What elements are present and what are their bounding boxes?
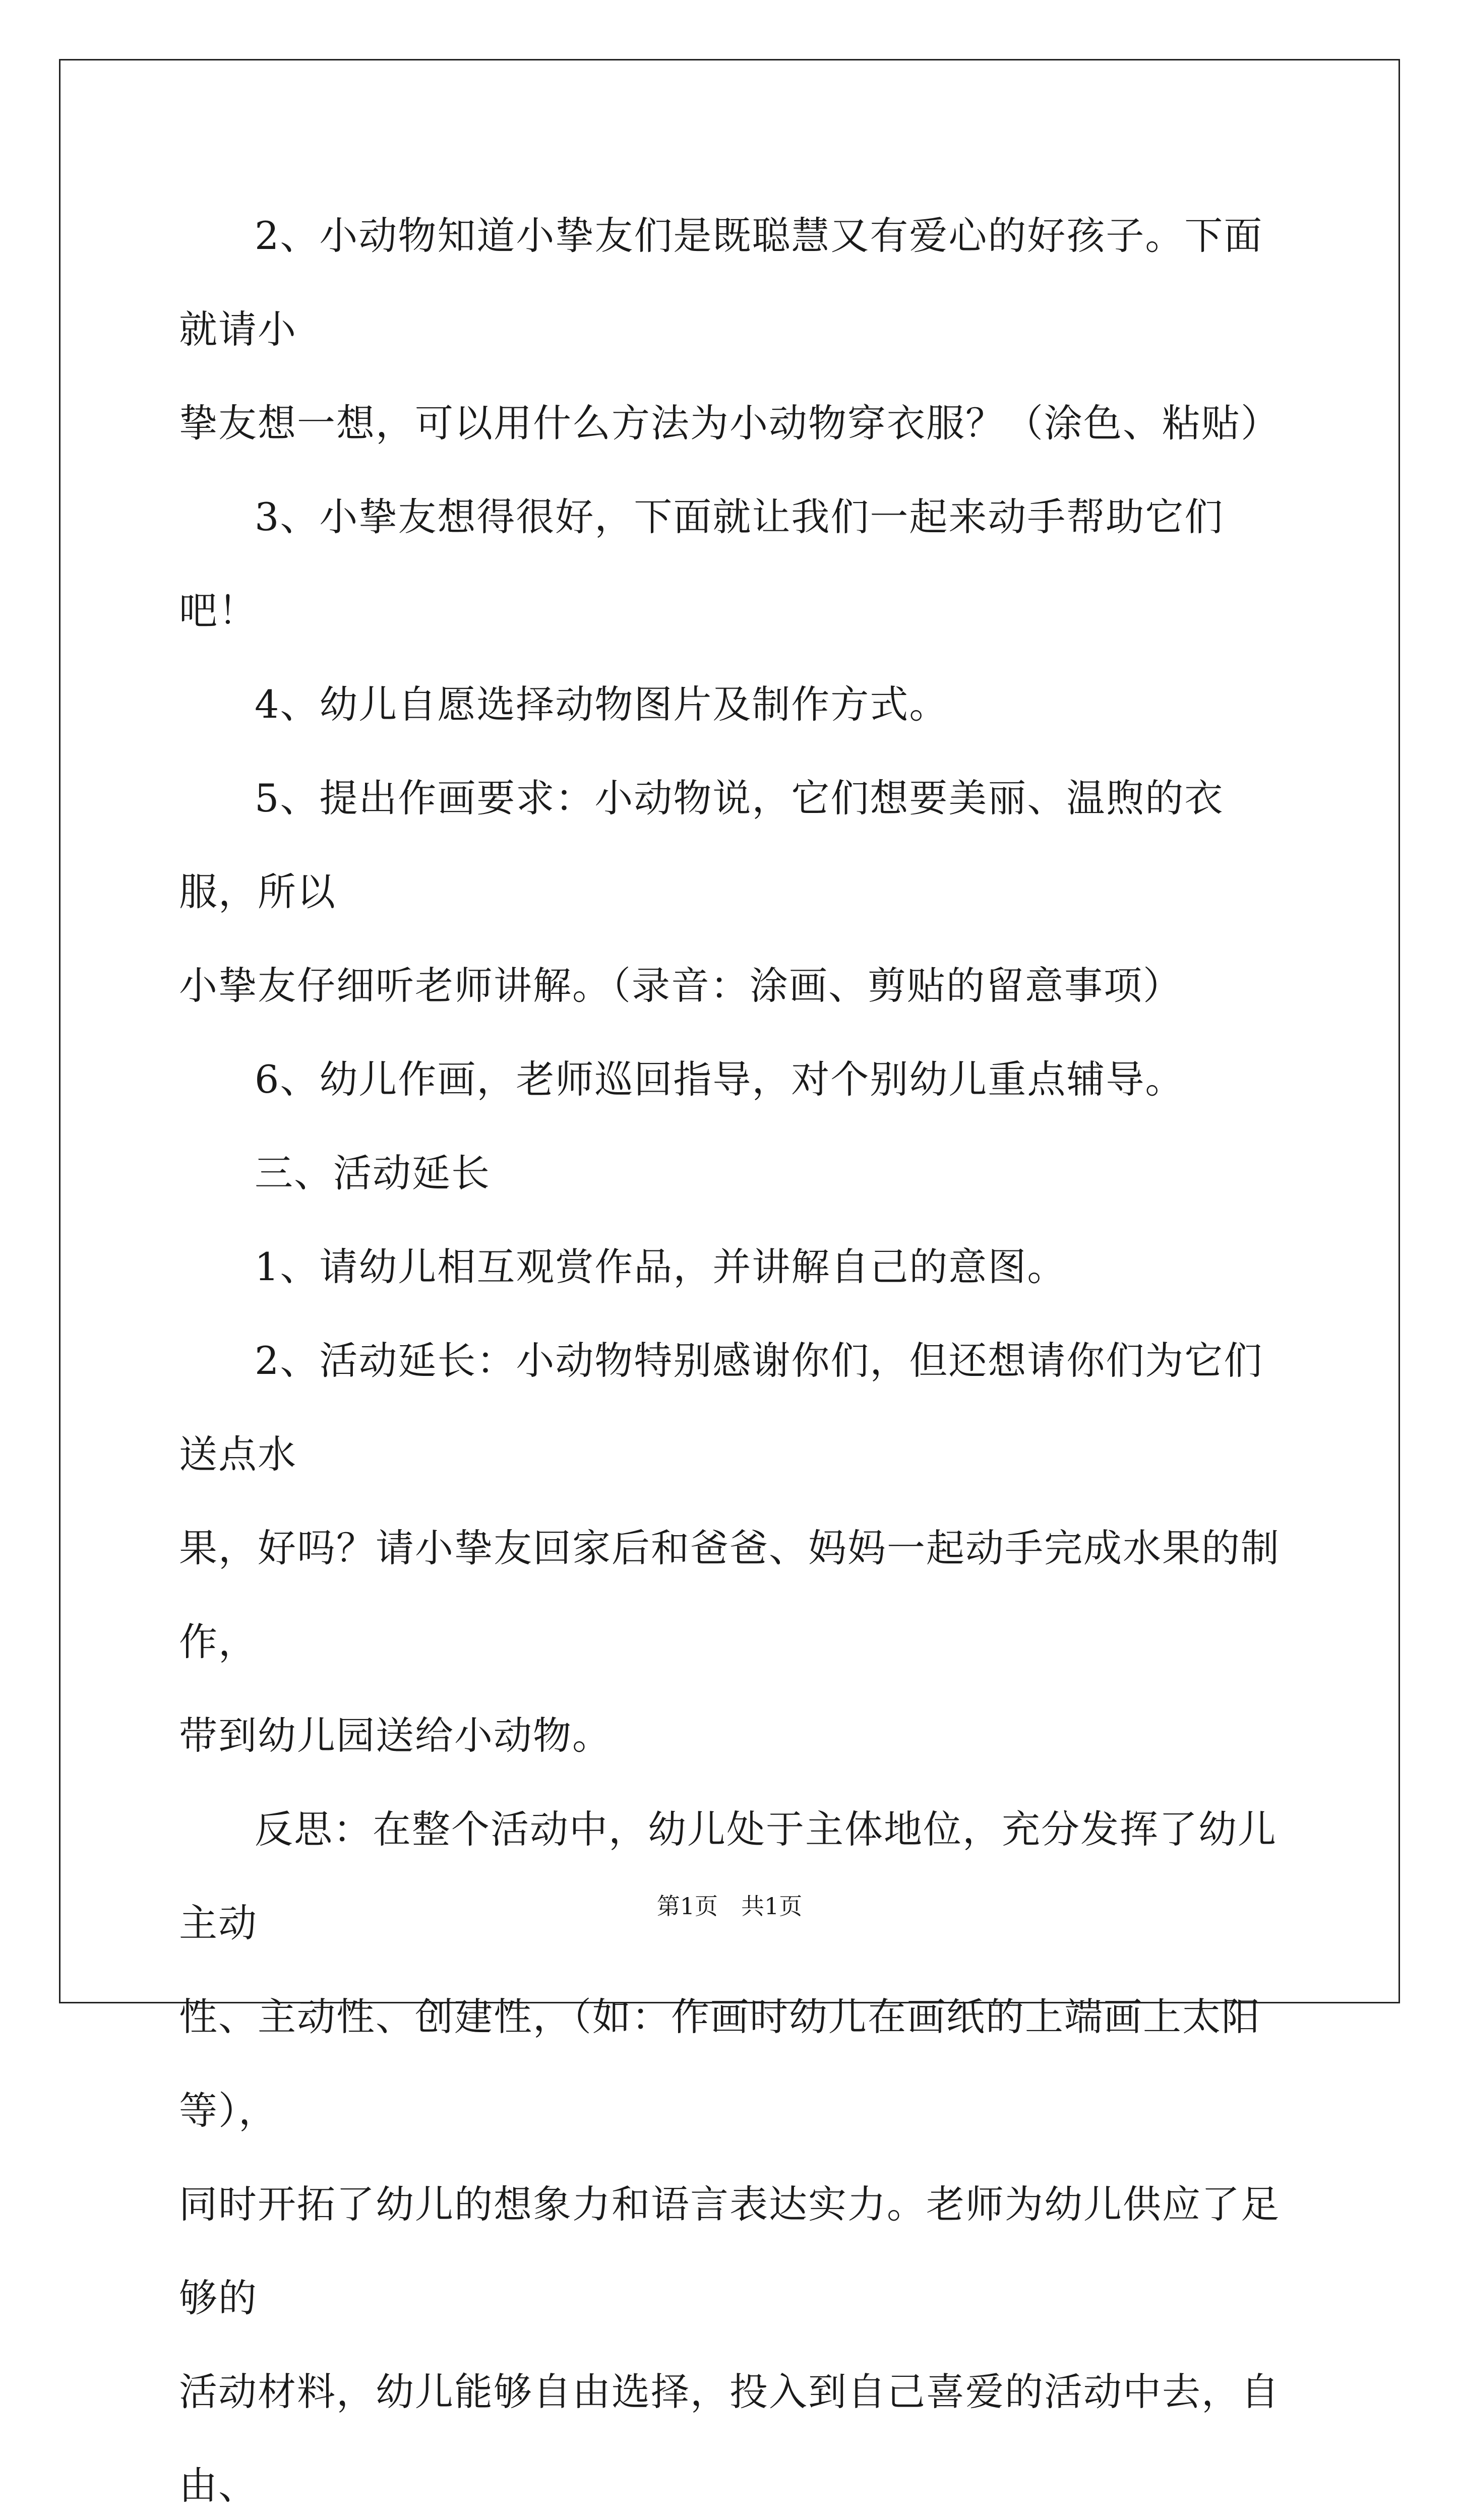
paragraph-line: 性、主动性、创建性，（如：作画时幼儿在画纸的上端画上太阳等）， — [179, 1994, 1261, 2133]
document-body — [179, 189, 1288, 2520]
paragraph-line: 6、幼儿作画，老师巡回指导，对个别幼儿重点辅导。 — [255, 1057, 1185, 1102]
page-footer: 第1页 共1页 — [656, 1893, 803, 1920]
paragraph-line: 2、活动延长：小动物特别感谢你们，但还想请你们为它们送点水 — [179, 1338, 1263, 1477]
paragraph-line: 反思：在整个活动中，幼儿处于主体地位，充分发挥了幼儿主动 — [179, 1807, 1277, 1945]
paragraph-line: 3、小挚友想得很好，下面就让我们一起来动手帮助它们吧！ — [179, 494, 1224, 633]
paragraph-line: 1、请幼儿相互观赏作品，并讲解自己的意图。 — [255, 1244, 1067, 1289]
paragraph-line: 5、提出作画要求：小动物说，它们想要美丽、温煦的衣服，所以 — [179, 776, 1224, 914]
paragraph-line: 挚友想一想，可以用什么方法为小动物穿衣服？（涂色、粘贴） — [179, 401, 1280, 446]
paragraph-line: 带到幼儿园送给小动物。 — [179, 1713, 612, 1758]
section-heading: 三、活动延长 — [255, 1151, 491, 1195]
paragraph-line: 4、幼儿自愿选择动物图片及制作方式。 — [255, 682, 949, 727]
paragraph-line: 小挚友仔细听老师讲解。（录音：涂画、剪贴的留意事项） — [179, 963, 1182, 1008]
paragraph-line: 活动材料，幼儿能够自由选择，投入到自己喜爱的活动中去，自由、 — [179, 2369, 1280, 2508]
paragraph-line: 同时开拓了幼儿的想象力和语言表达实力。老师为幼儿供应了足够的 — [179, 2182, 1280, 2320]
paragraph-line: 2、小动物知道小挚友们是既聪慧又有爱心的好孩子。下面就请小 — [179, 213, 1263, 352]
paragraph-line: 果，好吗？请小挚友回家后和爸爸、妈妈一起动手完成水果的制作， — [179, 1526, 1280, 1664]
